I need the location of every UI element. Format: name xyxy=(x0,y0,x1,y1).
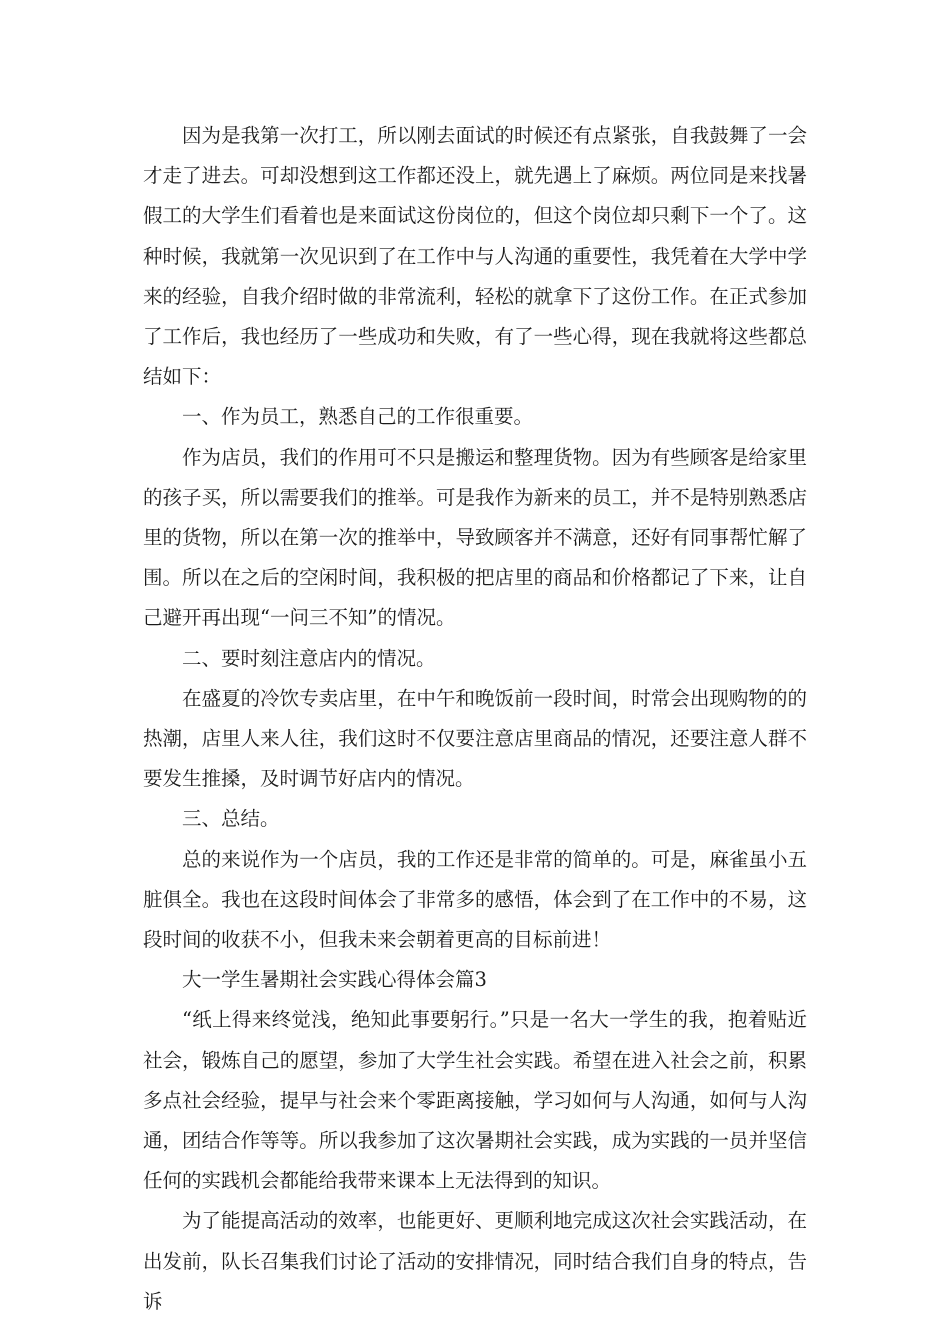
paragraph-interview: 因为是我第一次打工，所以刚去面试的时候还有点紧张，自我鼓舞了一会才走了进去。可却没想到这工作都还没上，就先遇上了麻烦。两位同是来找暑假工的大学生们看着也是来面试这份岗位的，但这个岗位却只剩下一个了。这种时候，我就第一次见识到了在工作中与人沟通的重要性，我凭着在大学中学来的经验，自我介绍时做的非常流利，轻松的就拿下了这份工作。在正式参加了工作后，我也经历了一些成功和失败，有了一些心得，现在我就将这些都总结如下： xyxy=(143,124,807,389)
paragraph-summary: 总的来说作为一个店员，我的工作还是非常的简单的。可是，麻雀虽小五脏俱全。我也在这段时间体会了非常多的感悟，体会到了在工作中的不易，这段时间的收获不小，但我未来会朝着更高的目标前进！ xyxy=(143,847,807,952)
paragraph-store-situation: 在盛夏的冷饮专卖店里，在中午和晚饭前一段时间，时常会出现购物的的热潮，店里人来人往，我们这时不仅要注意店里商品的情况，还要注意人群不要发生推搡，及时调节好店内的情况。 xyxy=(143,686,807,791)
heading-point-two: 二、要时刻注意店内的情况。 xyxy=(182,646,436,670)
heading-point-three: 三、总结。 xyxy=(182,807,280,831)
paragraph-preparation: 为了能提高活动的效率，也能更好、更顺利地完成这次社会实践活动，在出发前，队长召集我们讨论了活动的安排情况，同时结合我们自身的特点，告诉 xyxy=(143,1209,807,1313)
paragraph-social-practice: “纸上得来终觉浅，绝知此事要躬行。”只是一名大一学生的我，抱着贴近社会，锻炼自己的愿望，参加了大学生社会实践。希望在进入社会之前，积累多点社会经验，提早与社会来个零距离接触，学习如何与人沟通，如何与人沟通，团结合作等等。所以我参加了这次暑期社会实践，成为实践的一员并坚信任何的实践机会都能给我带来课本上无法得到的知识。 xyxy=(143,1008,807,1193)
heading-point-one: 一、作为员工，熟悉自己的工作很重要。 xyxy=(182,405,534,429)
section-title-part-3: 大一学生暑期社会实践心得体会篇3 xyxy=(182,968,487,992)
paragraph-clerk-role: 作为店员，我们的作用可不只是搬运和整理货物。因为有些顾客是给家里的孩子买，所以需要我们的推举。可是我作为新来的员工，并不是特别熟悉店里的货物，所以在第一次的推举中，导致顾客并不满意，还好有同事帮忙解了围。所以在之后的空闲时间，我积极的把店里的商品和价格都记了下来，让自己避开再出现“一问三不知”的情况。 xyxy=(143,445,807,630)
document-body xyxy=(143,116,807,1322)
